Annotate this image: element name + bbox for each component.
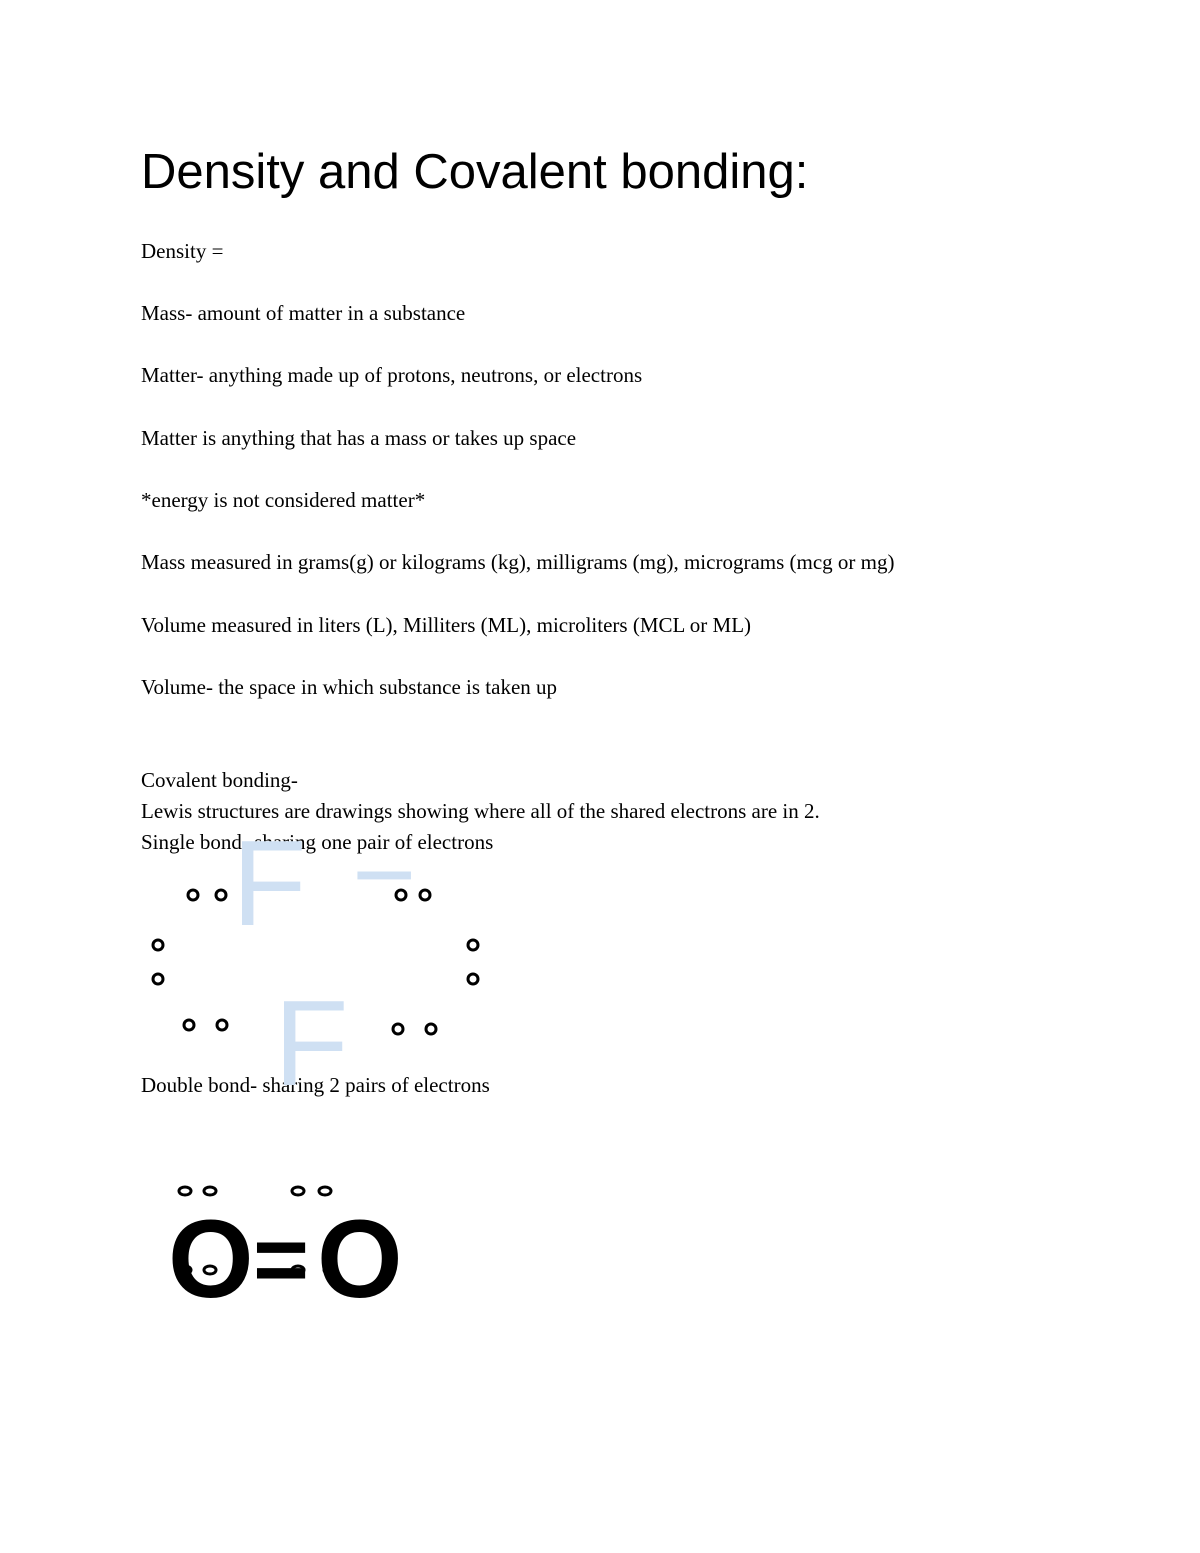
volume-units: Volume measured in liters (L), Milliters (ML), microliters (MCL or ML): [141, 613, 752, 637]
oxygen-atom-2: O: [317, 1198, 403, 1321]
single-bond-symbol: −: [352, 813, 417, 936]
fluorine-atom-2: F: [274, 975, 349, 1111]
density-formula: Density =: [141, 239, 224, 263]
electron-dot: [319, 1187, 331, 1195]
electron-dot: [179, 1187, 191, 1195]
energy-note: *energy is not considered matter*: [141, 488, 426, 512]
oxygen-atom-1: O: [168, 1198, 254, 1321]
page-title: Density and Covalent bonding:: [141, 145, 809, 199]
fluorine-atom-1: F: [232, 815, 307, 951]
double-bond-symbol: =: [253, 1206, 310, 1313]
covalent-heading: Covalent bonding-: [141, 768, 298, 792]
volume-definition: Volume- the space in which substance is taken up: [141, 675, 558, 699]
lewis-definition: Lewis structures are drawings showing where all of the shared electrons are in 2.: [141, 799, 820, 823]
double-bond-definition: Double bond- sharing 2 pairs of electrons: [141, 1073, 490, 1097]
matter-definition: Matter- anything made up of protons, neutrons, or electrons: [141, 363, 643, 387]
mass-definition: Mass- amount of matter in a substance: [141, 301, 466, 325]
electron-dot: [292, 1187, 304, 1195]
electron-dot: [204, 1187, 216, 1195]
matter-statement: Matter is anything that has a mass or takes up space: [141, 426, 577, 450]
mass-units: Mass measured in grams(g) or kilograms (kg), milligrams (mg), micrograms (mcg or mg): [141, 550, 895, 574]
single-bond-definition: Single bond- sharing one pair of electrons: [141, 830, 494, 854]
